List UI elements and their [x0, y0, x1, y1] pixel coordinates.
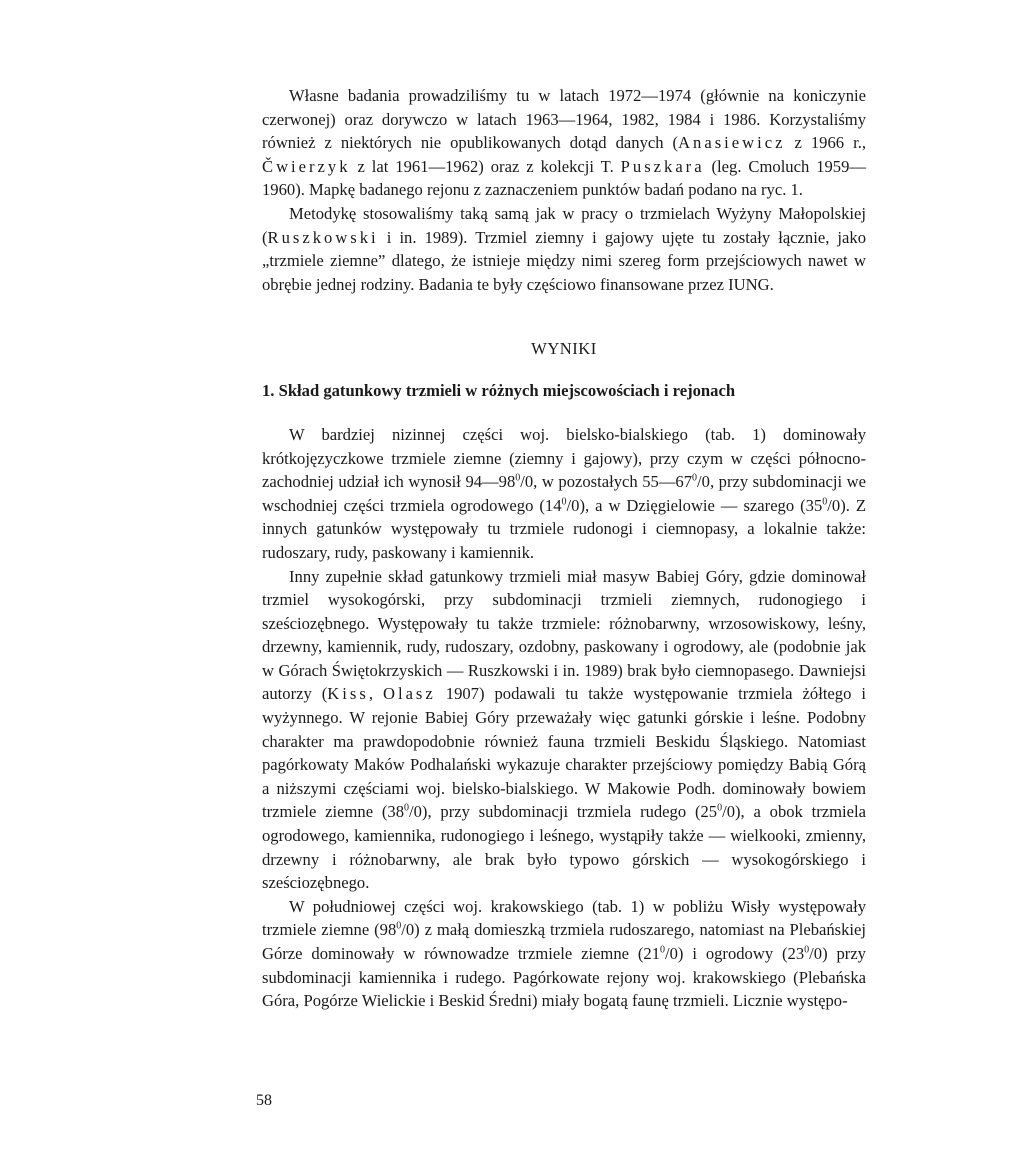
author-name: Puszkara — [620, 156, 705, 176]
results-paragraph-1: W bardziej nizinnej części woj. bielsko-bialskiego (tab. 1) dominowały krótkojęzyczkowe trzmiele ziemne (ziemny i gajowy), przy czym w części północno-zachodniej udział ich wynosił $94—98^0/0$, w pozostałych $55—67^0/0$, przy subdominacji we wschodniej części trzmiela ogrodowego $(14^0/0)$, a w Dzięgielowie — szarego $(35^0/0)$. Z innych gatunków występowały tu trzmiele rudonogi i ciemnopasy, a lokalnie także: rudoszary, rudy, paskowany i kamiennik. — [262, 424, 866, 562]
results-paragraph-2: Inny zupełnie skład gatunkowy trzmieli miał masyw Babiej Góry, gdzie dominował trzmiel wysokogórski, przy subdominacji trzmieli ziemnych, rudonogiego i sześciozębnego. Występowały tu także trzmiele: różnobarwny, wrzosowiskowy, leśny, drzewny, kamiennik, rudy, rudoszary, ozdobny, paskowany i ogrodowy, ale (podobnie jak w Górach Świętokrzyskich — Ruszkowski i in. 1989) brak było ciemnopasego. Dawniejsi autorzy (Kiss, Olasz 1907) podawali tu także występowanie trzmiela żółtego i wyżynnego. W rejonie Babiej Góry przeważały więc gatunki górskie i leśne. Podobny charakter ma prawdopodobnie również fauna trzmieli Beskidu Śląskiego. Natomiast pagórkowaty Maków Podhalański wykazuje charakter przejściowy pomiędzy Babią Górą a niższymi częściami woj. bielsko-bialskiego. W Makowie Podh. dominowały bowiem trzmiele ziemne $(38^0/0)$, przy subdominacji trzmiela rudego $(25^0/0)$, a obok trzmiela ogrodowego, kamiennika, rudonogiego i leśnego, wystąpiły także — wielkooki, zmienny, drzewny i różnobarwny, ale brak było typowo górskich — wysokogórskiego i sześciozębnego. — [262, 566, 867, 893]
author-name: Anasiewicz — [678, 133, 786, 153]
author-name: Čwierzyk — [262, 156, 351, 176]
page-body — [262, 84, 866, 1013]
intro-paragraph-2: Metodykę stosowaliśmy taką samą jak w pracy o trzmielach Wyżyny Małopolskiej (Ruszkowski i in. 1989). Trzmiel ziemny i gajowy ujęte tu zostały łącznie, jako „trzmiele ziemne” dlatego, że istnieje między nimi szereg form przejściowych nawet w obrębie jednej rodziny. Badania te były częściowo finansowane przez IUNG. — [262, 203, 866, 294]
author-name: Ruszkowski — [267, 227, 379, 247]
results-paragraph-3: W południowej części woj. krakowskiego (tab. 1) w pobliżu Wisły występowały trzmiele ziemne $(98^0/0)$ z małą domieszką trzmiela rudoszarego, natomiast na Plebańskiej Górze dominowały w równowadze trzmiele ziemne $(21^0/0)$ i ogrodowy $(23^0/0)$ przy subdominacji kamiennika i rudego. Pagórkowate rejony woj. krakowskiego (Plebańska Góra, Pogórze Wielickie i Beskid Średni) miały bogatą faunę trzmieli. Licznie występo- — [262, 896, 866, 1011]
page-number: 58 — [256, 1092, 272, 1109]
section-title: 1. Skład gatunkowy trzmieli w różnych miejscowościach i rejonach — [262, 381, 736, 401]
author-name: Olasz — [382, 684, 436, 704]
author-name: Kiss — [327, 684, 369, 704]
intro-paragraph-1: Własne badania prowadziliśmy tu w latach 1972—1974 (głównie na koniczynie czerwonej) oraz dorywczo w latach 1963—1964, 1982, 1984 i 1986. Korzystaliśmy również z niektórych nie opublikowanych dotąd danych (Anasiewicz z 1966 r., Čwierzyk z lat 1961—1962) oraz z kolekcji T. Puszkara (leg. Cmoluch 1959—1960). Mapkę badanego rejonu z zaznaczeniem punktów badań podano na ryc. 1. — [262, 86, 866, 200]
results-heading: WYNIKI — [531, 339, 597, 359]
